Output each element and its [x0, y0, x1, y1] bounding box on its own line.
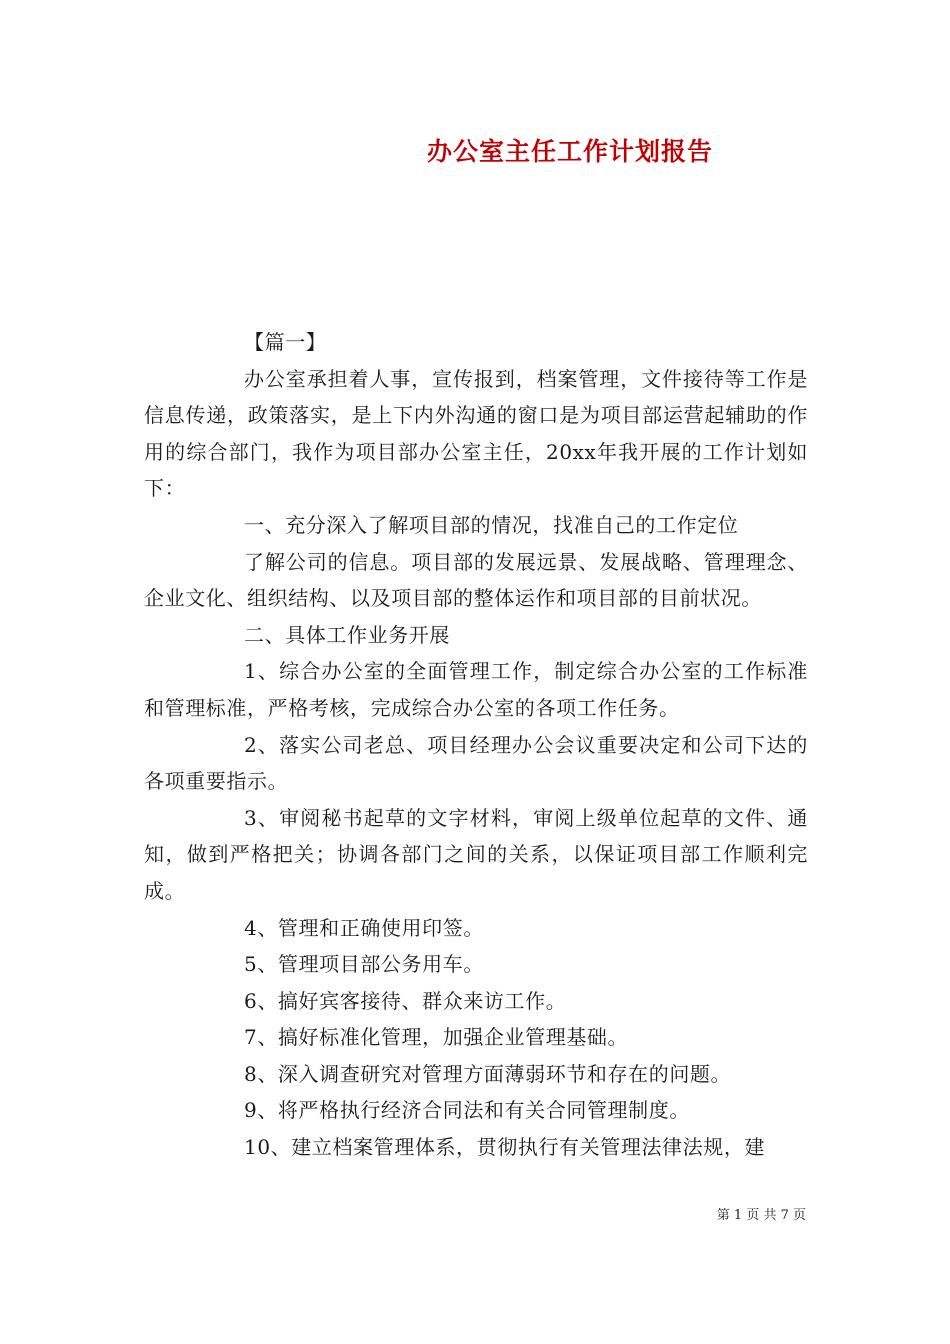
document-body	[144, 324, 808, 1166]
paragraph: 2、落实公司老总、项目经理办公会议重要决定和公司下达的各项重要指示。	[144, 732, 808, 794]
paragraph: 办公室承担着人事，宣传报到，档案管理，文件接待等工作是信息传递，政策落实，是上下内外沟通的窗口是为项目部运营起辅助的作用的综合部门，我作为项目部办公室主任，20xx年我开展的工作计划如下：	[144, 366, 808, 501]
paragraph: 10、建立档案管理体系，贯彻执行有关管理法律法规，建	[244, 1135, 766, 1160]
paragraph: 4、管理和正确使用印签。	[244, 915, 484, 940]
paragraph: 二、具体工作业务开展	[244, 622, 450, 647]
paragraph: 9、将严格执行经济合同法和有关合同管理制度。	[244, 1098, 690, 1123]
paragraph: 8、深入调查研究对管理方面薄弱环节和存在的问题。	[244, 1061, 732, 1086]
paragraph: 7、搞好标准化管理，加强企业管理基础。	[244, 1025, 629, 1050]
page-number-footer: 第 1 页 共 7 页	[716, 1208, 806, 1223]
paragraph: 了解公司的信息。项目部的发展远景、发展战略、管理理念、企业文化、组织结构、以及项目部的整体运作和项目部的目前状况。	[144, 549, 808, 611]
paragraph: 6、搞好宾客接待、群众来访工作。	[244, 988, 567, 1013]
paragraph: 一、充分深入了解项目部的情况，找准自己的工作定位	[244, 512, 739, 537]
paragraph: 5、管理项目部公务用车。	[244, 952, 484, 977]
document-title: 办公室主任工作计划报告	[426, 137, 713, 166]
paragraph: 3、审阅秘书起草的文字材料，审阅上级单位起草的文件、通知，做到严格把关；协调各部门之间的关系，以保证项目部工作顺利完成。	[144, 805, 808, 903]
paragraph: 【篇一】	[244, 330, 327, 354]
paragraph: 1、综合办公室的全面管理工作，制定综合办公室的工作标准和管理标准，严格考核，完成综合办公室的各项工作任务。	[144, 659, 808, 720]
